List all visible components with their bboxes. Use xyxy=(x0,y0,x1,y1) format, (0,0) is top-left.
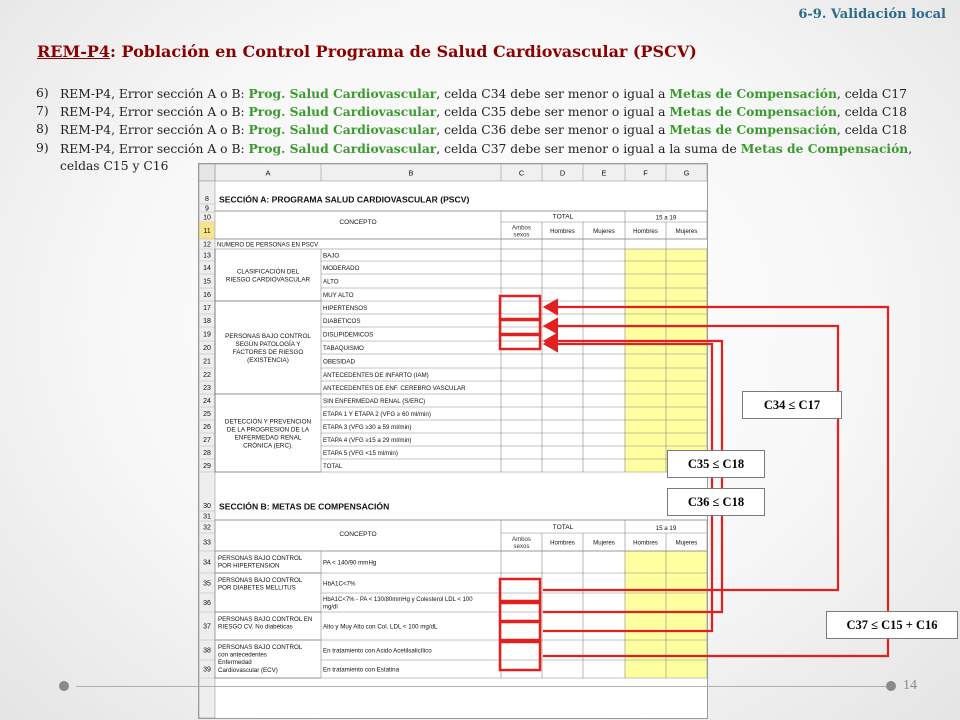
title-rest: : Población en Control Programa de Salud Cardiovascular (PSCV) xyxy=(110,42,697,61)
rule-highlight: Prog. Salud Cardiovascular xyxy=(248,104,437,120)
row-number: 34 xyxy=(203,559,211,567)
row-number: 16 xyxy=(203,292,211,300)
slide-title xyxy=(37,42,697,61)
rule-highlight: Metas de Compensación xyxy=(669,86,837,101)
item-label: En tratamiento con Estatina xyxy=(323,666,400,674)
ambos-sexos-header: sexos xyxy=(513,231,530,239)
row-number: 12 xyxy=(203,241,211,249)
spreadsheet-screenshot xyxy=(198,163,708,719)
rule-highlight: Prog. Salud Cardiovascular xyxy=(248,140,437,156)
row-number: 30 xyxy=(203,503,211,511)
row-number: 31 xyxy=(203,513,211,521)
rule-text: , xyxy=(908,141,913,156)
footer-divider xyxy=(76,686,886,687)
row-number: 39 xyxy=(203,666,211,674)
row-number: 29 xyxy=(203,463,211,471)
rule-highlight: Prog. Salud Cardiovascular xyxy=(248,122,437,138)
row-number: 20 xyxy=(203,345,211,353)
rule-highlight: Prog. Salud Cardiovascular xyxy=(248,86,437,101)
rule-text: , celda C35 debe ser menor o igual a xyxy=(436,105,670,120)
item-label: DIABETICOS xyxy=(323,317,361,325)
item-label: ETAPA 3 (VFG ≥30 a 59 ml/min) xyxy=(323,423,412,431)
group-label: PERSONAS BAJO CONTROL xyxy=(218,577,303,584)
row-number: 11 xyxy=(203,228,211,236)
row-number: 25 xyxy=(203,411,211,419)
concepto-header: CONCEPTO xyxy=(339,531,377,538)
row-number: 14 xyxy=(203,265,211,273)
row-number: 13 xyxy=(203,252,211,260)
rule-text: REM-P4, Error sección A o B: xyxy=(60,123,249,138)
item-label: ALTO xyxy=(323,278,339,286)
column-letter: C xyxy=(518,168,525,178)
rule-text: , celda C18 xyxy=(836,123,907,138)
corner-cell xyxy=(199,164,215,181)
group-label: POR HIPERTENSION xyxy=(218,562,280,570)
rule-text: , celda C36 debe ser menor o igual a xyxy=(436,123,670,138)
rule-number: 9) xyxy=(36,140,49,155)
rule-text: REM-P4, Error sección A o B: xyxy=(60,87,249,101)
row-number: 19 xyxy=(203,331,211,339)
rule-text: , celda C17 xyxy=(836,87,907,101)
item-label: ANTECEDENTES DE INFARTO (IAM) xyxy=(323,371,429,379)
group-label: PERSONAS BAJO CONTROL xyxy=(218,555,303,562)
page-number: 14 xyxy=(903,678,917,693)
group-label: CRÓNICA (ERC). xyxy=(243,442,293,450)
rule-number: 8) xyxy=(36,122,49,137)
mujeres-header: Mujeres xyxy=(593,539,615,547)
hombres-header: Hombres xyxy=(550,228,575,235)
annotation-c35: C35 ≤ C18 xyxy=(667,450,765,478)
hombres-header: Hombres xyxy=(633,539,658,547)
mujeres-header: Mujeres xyxy=(675,228,698,235)
footer-dot-right xyxy=(886,681,896,691)
mujeres-header: Mujeres xyxy=(675,539,698,547)
row-number: 15 xyxy=(203,278,211,286)
row-number: 26 xyxy=(203,424,211,432)
item-label: mg/dl xyxy=(323,604,338,611)
row-number: 32 xyxy=(203,524,211,532)
row-number: 27 xyxy=(203,437,211,445)
row-number: 9 xyxy=(205,205,209,213)
mujeres-header: Mujeres xyxy=(593,228,615,235)
spreadsheet-grid xyxy=(199,164,707,718)
rule-text: REM-P4, Error sección A o B: xyxy=(60,141,249,156)
footer-dot-left xyxy=(59,681,69,691)
column-letter: B xyxy=(408,168,414,178)
rule-number: 6) xyxy=(36,86,49,100)
rule-text: REM-P4, Error sección A o B: xyxy=(60,105,249,120)
group-label: PERSONAS BAJO CONTROL EN xyxy=(218,616,313,623)
row-number: 28 xyxy=(203,450,211,458)
item-label: PA < 140/90 mmHg xyxy=(323,559,377,567)
row-number: 17 xyxy=(203,305,211,313)
total-header: TOTAL xyxy=(552,213,574,221)
concepto-header: CONCEPTO xyxy=(339,219,377,226)
item-label: BAJO xyxy=(323,252,340,260)
rule-text: , celda C18 xyxy=(836,105,907,120)
item-label: En tratamiento con Acido Acetilsalicílico xyxy=(323,647,432,655)
rule-number: 7) xyxy=(36,104,49,119)
item-label: ETAPA 4 (VFG ≥15 a 29 ml/min) xyxy=(323,436,412,444)
row-number: 8 xyxy=(205,196,209,204)
column-letter: A xyxy=(265,168,271,178)
item-label: DISLIPIDEMICOS xyxy=(323,331,374,339)
ambos-sexos-header: sexos xyxy=(513,542,530,550)
rule-text: , celda C37 debe ser menor o igual a la suma de xyxy=(436,141,741,156)
row-number: 10 xyxy=(203,214,211,222)
group-label: RIESGO CV. No diabéticas xyxy=(218,623,293,631)
group-label: Cardiovascular (ECV) xyxy=(218,666,278,674)
section-a-title: SECCIÓN A: PROGRAMA SALUD CARDIOVASCULAR (PSCV) xyxy=(219,194,470,205)
annotation-c36: C36 ≤ C18 xyxy=(667,488,765,516)
row-number: 33 xyxy=(203,539,211,547)
column-letter: F xyxy=(643,168,648,178)
group-label: CLASIFICACIÓN DEL xyxy=(236,268,300,276)
rule-item xyxy=(36,85,936,103)
total-header: TOTAL xyxy=(552,524,574,531)
row-number: 23 xyxy=(203,385,211,393)
group-label: PERSONAS BAJO CONTROL xyxy=(218,644,303,651)
group-label: RIESGO CARDIOVASCULAR xyxy=(225,276,311,284)
row-number: 36 xyxy=(203,600,211,608)
item-label: TOTAL xyxy=(323,462,343,470)
row-number: 24 xyxy=(203,398,211,406)
item-label: Alto y Muy Alto con Col. LDL < 100 mg/dL xyxy=(323,623,438,631)
age-range-header: 15 a 19 xyxy=(655,525,677,532)
item-label: HbA1C<7% xyxy=(323,580,356,588)
row-number: 18 xyxy=(203,318,211,326)
row-number: 37 xyxy=(203,623,211,631)
group-label: FACTORES DE RIESGO xyxy=(232,348,304,356)
group-label: POR DIABETES MELLITUS xyxy=(218,584,296,592)
title-code: REM-P4 xyxy=(37,42,111,61)
item-label: HbA1C<7% - PA < 130/80mmHg y Colesterol LDL < 100 xyxy=(323,597,473,604)
annotation-c34: C34 ≤ C17 xyxy=(742,391,842,419)
group-label: PERSONAS BAJO CONTROL xyxy=(225,332,311,340)
rule-item xyxy=(36,103,936,121)
group-label: ENFERMEDAD RENAL xyxy=(234,434,302,442)
rule-text: , celda C34 debe ser menor o igual a xyxy=(436,87,670,101)
group-label: con antecedentes xyxy=(218,651,267,659)
group-label: Enfermedad xyxy=(218,659,252,667)
section-label: 6-9. Validación local xyxy=(798,7,946,22)
hombres-header: Hombres xyxy=(550,539,575,547)
item-label: SIN ENFERMEDAD RENAL (S/ERC) xyxy=(323,397,426,405)
group-label: SEGÚN PATOLOGÍA Y xyxy=(235,340,301,348)
item-label: OBESIDAD xyxy=(323,358,355,366)
item-label: MUY ALTO xyxy=(323,291,354,299)
rule-list xyxy=(36,85,936,175)
column-letter: G xyxy=(683,168,690,178)
item-label: HIPERTENSOS xyxy=(323,304,368,312)
column-header-bar xyxy=(199,164,707,181)
row-number: 35 xyxy=(203,580,211,588)
group-label: DE LA PROGRESION DE LA xyxy=(226,426,310,434)
row-number: 22 xyxy=(203,372,211,380)
column-letter: E xyxy=(601,168,607,178)
rule-highlight: Metas de Compensación xyxy=(669,104,837,120)
row-number: 38 xyxy=(203,647,211,655)
ambos-sexos-header: Ambos xyxy=(512,535,531,543)
annotation-c37: C37 ≤ C15 + C16 xyxy=(826,611,958,639)
row-number: 21 xyxy=(203,358,211,366)
group-label: DETECCIÓN Y PREVENCION xyxy=(224,418,312,426)
ambos-sexos-header: Ambos xyxy=(512,224,531,232)
item-label: ETAPA 1 Y ETAPA 2 (VFG ≥ 60 ml/min) xyxy=(323,410,431,418)
item-label: ETAPA 5 (VFG <15 ml/min) xyxy=(323,449,398,457)
rule-highlight: Metas de Compensación xyxy=(740,140,909,156)
item-label: ANTECEDENTES DE ENF. CEREBRO VASCULAR xyxy=(323,384,466,392)
rule-text-line2: celdas C15 y C16 xyxy=(60,158,169,173)
rule-item xyxy=(36,121,936,139)
item-label: TABAQUISMO xyxy=(323,344,364,352)
rule-highlight: Metas de Compensación xyxy=(669,122,837,138)
section-b-title: SECCIÓN B: METAS DE COMPENSACIÓN xyxy=(219,501,390,512)
age-range-header: 15 a 19 xyxy=(655,214,677,222)
row12-label: NUMERO DE PERSONAS EN PSCV xyxy=(217,241,319,249)
column-letter: D xyxy=(559,168,566,178)
group-label: (EXISTENCIA) xyxy=(247,356,289,364)
item-label: MODERADO xyxy=(323,264,360,272)
hombres-header: Hombres xyxy=(633,228,658,235)
